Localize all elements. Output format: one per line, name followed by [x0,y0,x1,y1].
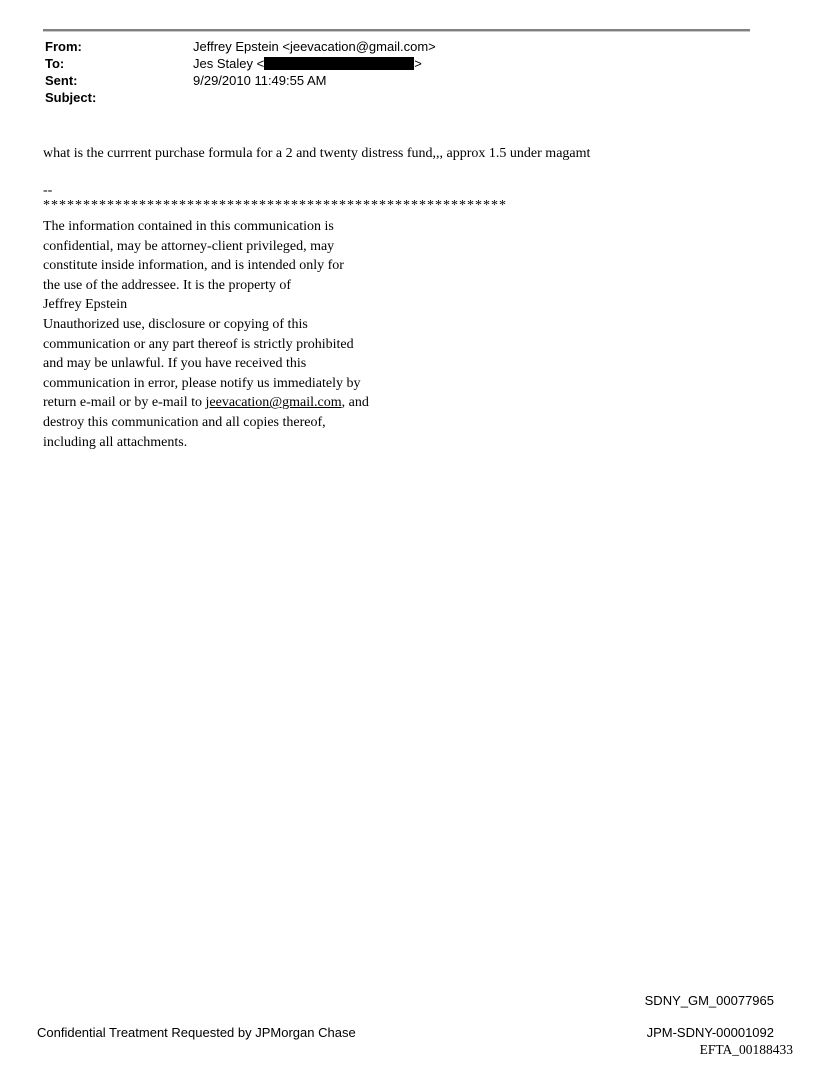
notice-line: communication in error, please notify us immediately by [43,375,361,391]
header-row-from [45,38,436,55]
header-divider-rule [43,29,750,31]
notice-line: Unauthorized use, disclosure or copying of this [43,316,308,332]
redaction-bar [264,57,414,70]
subject-label: Subject: [45,90,97,105]
sent-value: 9/29/2010 11:49:55 AM [193,73,327,88]
header-row-subject [45,89,436,106]
header-row-sent [45,72,436,89]
notice-line: constitute inside information, and is intended only for [43,258,344,274]
asterisk-separator: ********************************************************** [43,198,507,213]
header-row-to [45,55,436,72]
notice-line: communication or any part thereof is strictly prohibited [43,336,354,352]
to-value-suffix: > [414,56,422,71]
notice-link-post-text: , and [341,395,369,411]
message-text: what is the currrent purchase formula for a 2 and twenty distress fund,,, approx 1.5 under magamt [43,146,591,161]
signature-dashes: -- [43,183,53,198]
notice-line: the use of the addressee. It is the property of [43,277,292,293]
notice-line: destroy this communication and all copies thereof, [43,414,326,430]
confidentiality-notice [43,217,369,452]
notice-line-with-link [43,393,369,413]
notice-link-pre-text: return e-mail or by e-mail to [43,395,206,411]
notice-line: Jeffrey Epstein [43,297,128,313]
bates-number-sdny-gm: SDNY_GM_00077965 [644,993,774,1008]
confidential-treatment-stamp: Confidential Treatment Requested by JPMorgan Chase [37,1025,356,1040]
to-value-prefix: Jes Staley < [193,56,265,71]
notice-line: and may be unlawful. If you have received this [43,356,307,372]
bates-number-jpm-sdny: JPM-SDNY-00001092 [646,1025,774,1040]
from-label: From: [45,39,82,54]
sent-label: Sent: [45,73,78,88]
notice-line: including all attachments. [43,434,188,450]
email-header-block [45,38,436,106]
notice-line: The information contained in this communication is [43,219,334,234]
to-label: To: [45,56,65,71]
from-value: Jeffrey Epstein <jeevacation@gmail.com> [193,39,436,54]
bates-number-efta: EFTA_00188433 [699,1042,793,1057]
notice-line: confidential, may be attorney-client privileged, may [43,238,335,254]
email-link[interactable]: jeevacation@gmail.com [205,395,342,411]
to-value [193,55,422,72]
